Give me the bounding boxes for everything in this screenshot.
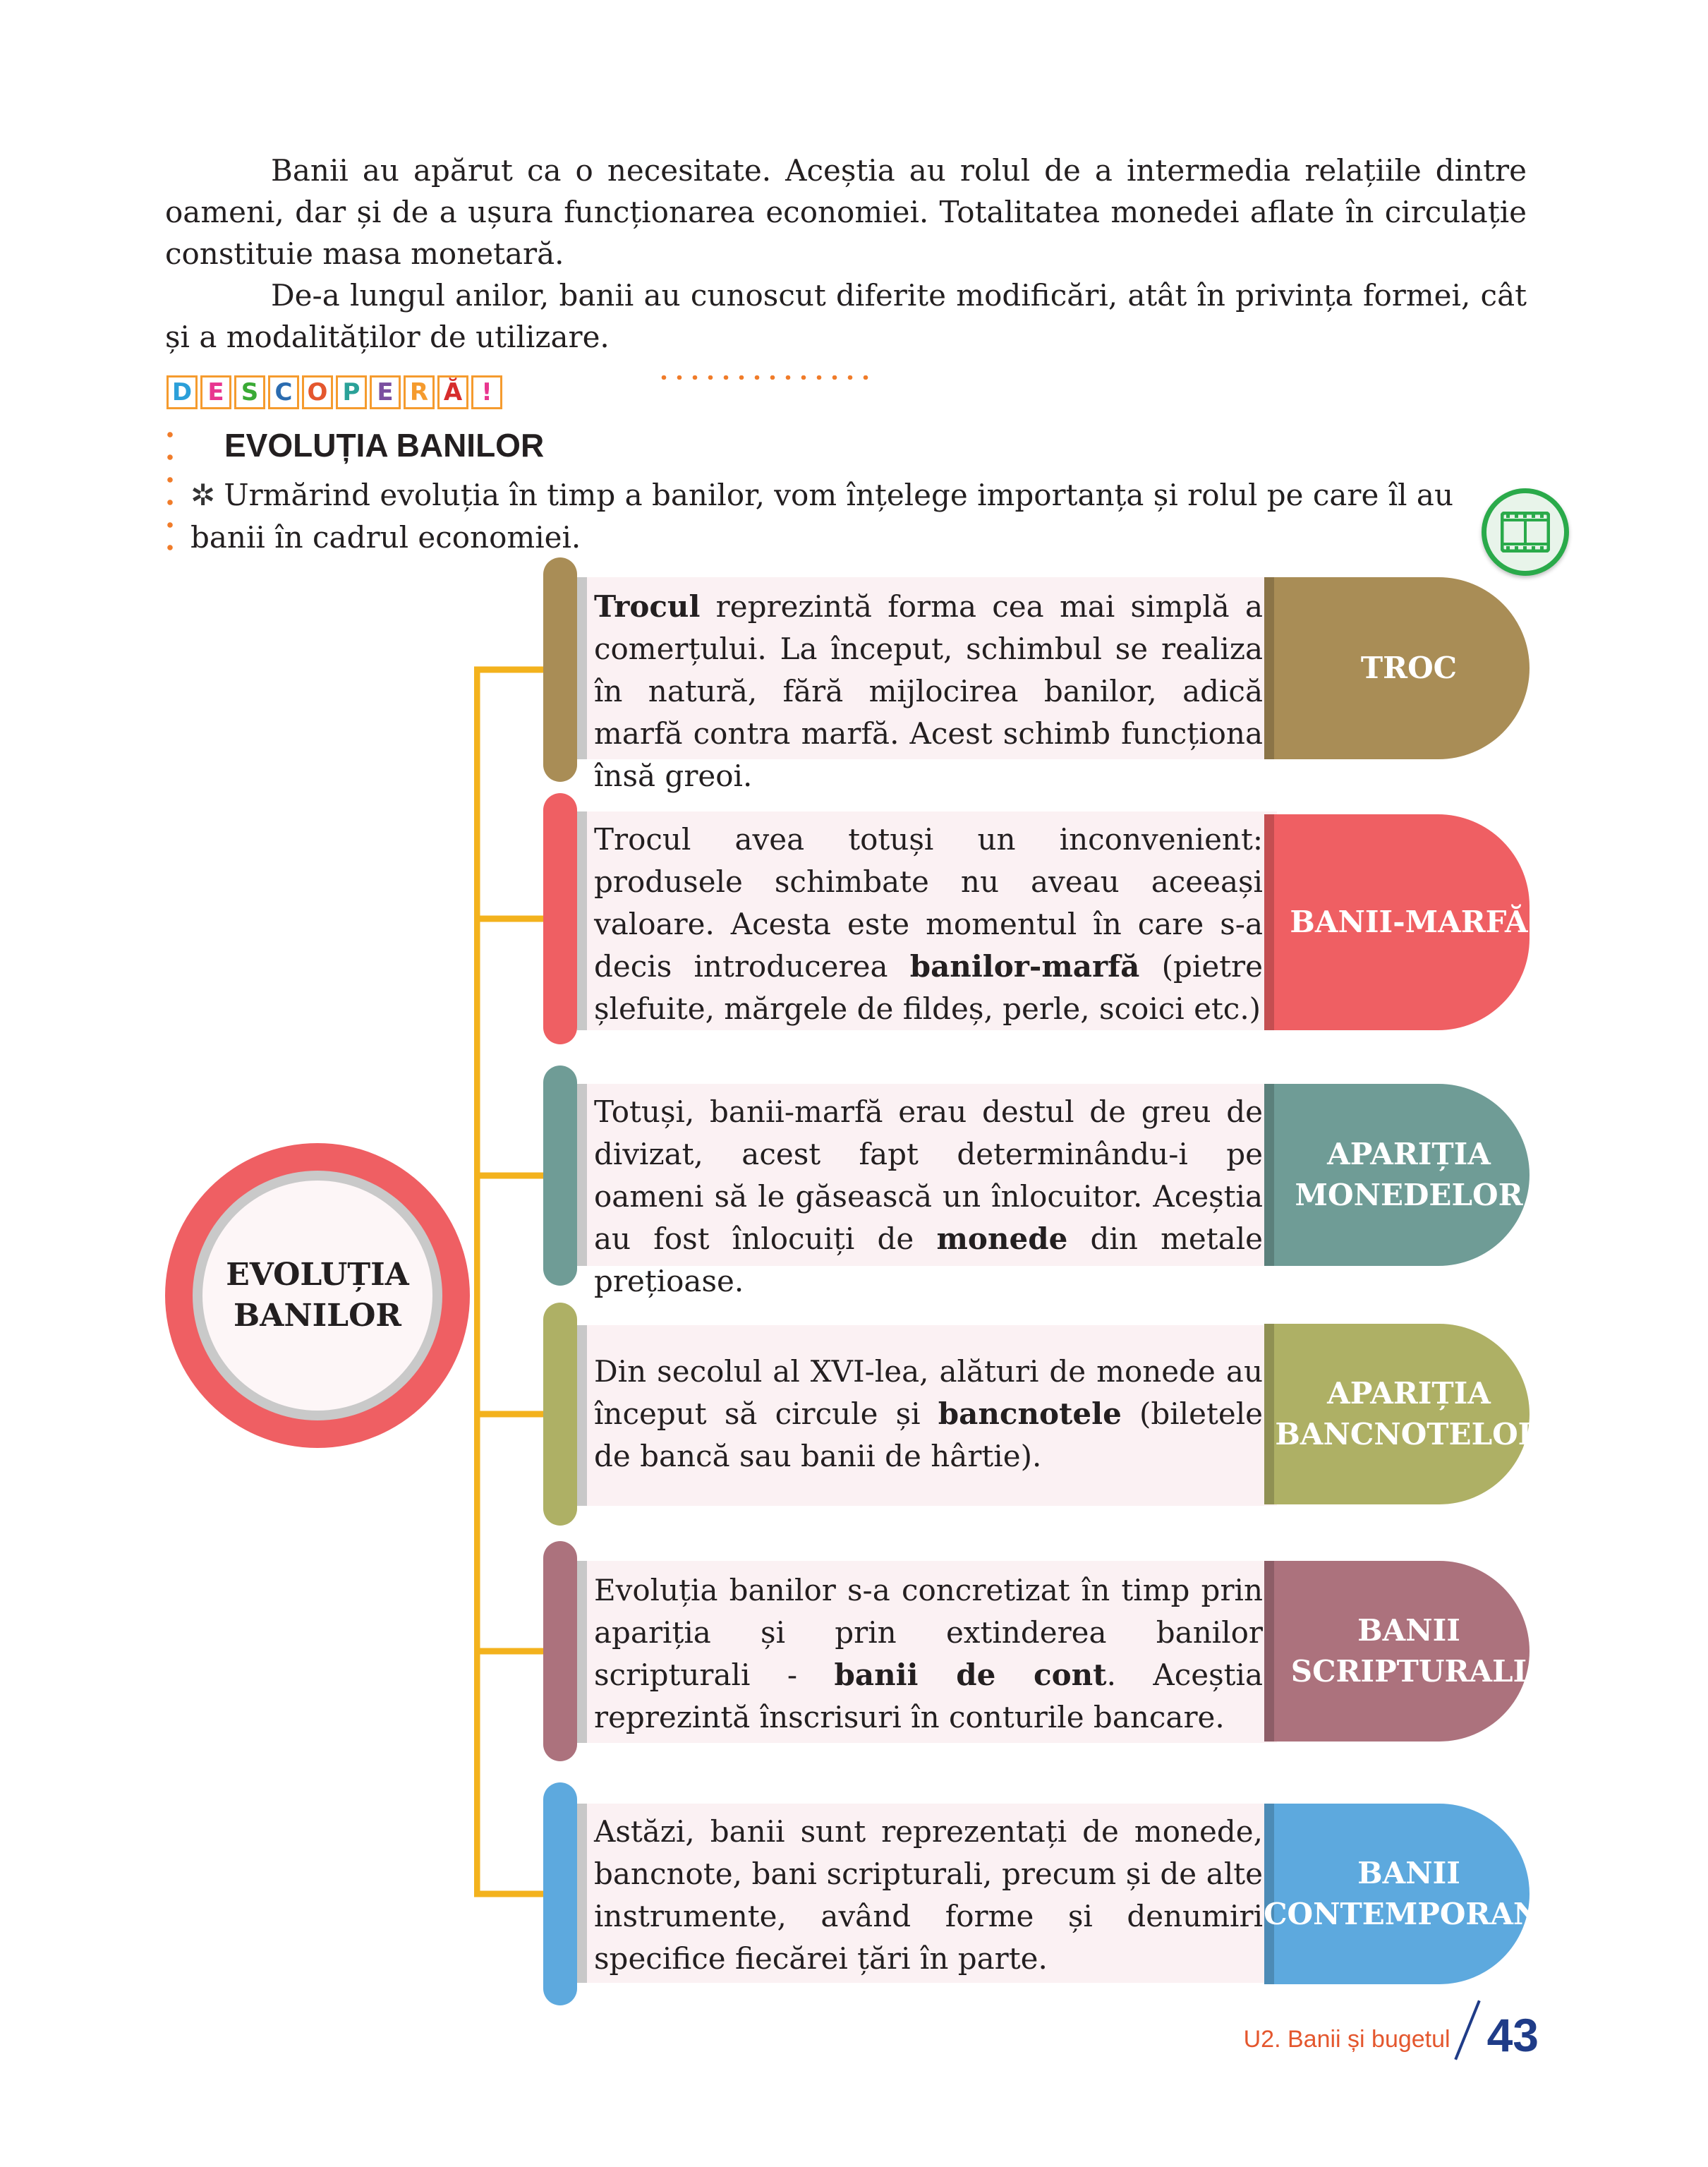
tab-label-line: BANII (1357, 1613, 1460, 1648)
row-description-text: Astăzi, banii sunt reprezentați de monede, bancnote, bani scripturali, precum și de alte instrumente, având forme și denumiri specifice fiecărei țări în parte. (594, 1814, 1263, 1976)
row-description-text: Evoluția banilor s-a concretizat în timp prin apariția și prin extinderea banilor scripturali - (594, 1573, 1263, 1692)
film-icon[interactable] (1482, 488, 1569, 576)
section-intro-text: Urmărind evoluția în timp a banilor, vom înțelege importanța și rolul pe care îl au banii în cadrul economiei. (190, 478, 1454, 555)
badge-letter: Ă (437, 375, 468, 409)
row-description (594, 819, 1263, 1030)
diagram-connector (474, 0, 552, 2167)
row-description-text: . Aceștia reprezintă înscrisuri în conturile bancare. (594, 1658, 1263, 1734)
badge-letter: C (268, 375, 299, 409)
badge-letter: P (336, 375, 367, 409)
row-description-text: din metale prețioase. (594, 1221, 1263, 1298)
intro-text (165, 150, 1527, 358)
tab-label-line: CONTEMPORANI (1264, 1897, 1554, 1931)
row-description-bold: bancnotele (938, 1396, 1122, 1431)
page-footer (1244, 1998, 1539, 2062)
row-description-text: Totuși, banii-marfă erau destul de greu de divizat, acest fapt determinându-i pe oameni să le găsească un înlocuitor. Aceștia au fost înlocuiți de (594, 1094, 1263, 1256)
row-tab-label (1274, 1561, 1530, 1742)
tab-label-line: APARIȚIA (1327, 1376, 1491, 1411)
center-circle-border (193, 1171, 442, 1420)
row-tab-label (1274, 814, 1530, 1030)
row-tab-label (1274, 577, 1530, 759)
row-card-strip (577, 1561, 587, 1743)
row-card-strip (577, 811, 587, 1030)
row-card-strip (577, 577, 587, 759)
row-description-text: (biletele de bancă sau banii de hârtie). (594, 1396, 1263, 1473)
page-number: 43 (1486, 2009, 1539, 2061)
row-card-strip (577, 1084, 587, 1266)
row-marker (543, 793, 577, 1044)
row-description-text: (pietre șlefuite, mărgele de fildeș, perle, scoici etc.) (594, 949, 1263, 1026)
tab-label-line: BANCNOTELOR (1275, 1417, 1543, 1451)
badge-letter: S (234, 375, 265, 409)
intro-paragraph-1: Banii au apărut ca o necesitate. Aceștia au rolul de a intermedia relațiile dintre oameni, dar și de a ușura funcționarea economiei. Totalitatea monedei aflate în circulație constituie masa monetară. (165, 153, 1527, 271)
badge-letter: E (370, 375, 401, 409)
dotted-line-horizontal (656, 375, 875, 380)
badge-letter: O (302, 375, 333, 409)
row-description (594, 1091, 1263, 1303)
badge-letter: E (200, 375, 231, 409)
row-description-text: reprezintă forma cea mai simplă a comerțului. La început, schimbul se realiza în natură, fără mijlocirea banilor, adică marfă contra marfă. Acest schimb funcționa însă greoi. (594, 589, 1263, 793)
badge-letter: D (166, 375, 198, 409)
chapter-label: U2. Banii și bugetul (1243, 2026, 1450, 2053)
intro-paragraph-2: De-a lungul anilor, banii au cunoscut diferite modificări, atât în privința formei, cât și a modalităților de utilizare. (165, 278, 1527, 354)
section-title: EVOLUȚIA BANILOR (224, 427, 545, 464)
row-tab-label (1264, 1804, 1554, 1984)
center-circle-label (202, 1181, 432, 1411)
row-description (594, 1811, 1263, 1980)
badge-letter: ! (471, 375, 502, 409)
row-marker (543, 1303, 577, 1526)
row-description (594, 586, 1263, 797)
center-circle (165, 1143, 470, 1448)
row-description-bold: monede (936, 1221, 1068, 1256)
row-card-strip (577, 1804, 587, 1983)
row-description-text: Din secolul al XVI-lea, alături de monede au început să circule și (594, 1354, 1263, 1431)
film-strip-icon (1501, 512, 1550, 553)
row-tab-label (1274, 1324, 1543, 1504)
row-description-text: Trocul avea totuși un inconvenient: produsele schimbate nu aveau aceeași valoare. Acesta este momentul în care s-a decis introducerea (594, 822, 1263, 984)
tab-label-line: SCRIPTURALI (1290, 1654, 1527, 1689)
tab-label-line: APARIȚIA (1327, 1137, 1491, 1171)
footer-separator (1454, 2000, 1480, 2060)
star-icon: ✲ (190, 478, 216, 512)
row-description-bold: banii de cont (834, 1658, 1107, 1692)
row-description (594, 1351, 1263, 1478)
row-marker (543, 1541, 577, 1761)
tab-label-line: MONEDELOR (1295, 1178, 1523, 1212)
center-label-line-2: BANILOR (234, 1298, 401, 1334)
tab-label-line: TROC (1360, 651, 1458, 685)
row-marker (543, 1782, 577, 2005)
row-description (594, 1569, 1263, 1739)
row-marker (543, 1066, 577, 1286)
row-marker (543, 557, 577, 782)
badge-letter: R (404, 375, 435, 409)
section-intro (190, 474, 1489, 559)
center-label-line-1: EVOLUȚIA (226, 1257, 409, 1293)
row-description-bold: Trocul (594, 589, 701, 624)
tab-label-line: BANII-MARFĂ (1290, 905, 1528, 939)
descopera-badge (166, 375, 502, 409)
dotted-line-vertical (167, 423, 173, 550)
row-description-bold: banilor-marfă (909, 949, 1140, 984)
row-card-strip (577, 1325, 587, 1506)
tab-label-line: BANII (1357, 1856, 1460, 1890)
row-tab-label (1274, 1084, 1530, 1266)
